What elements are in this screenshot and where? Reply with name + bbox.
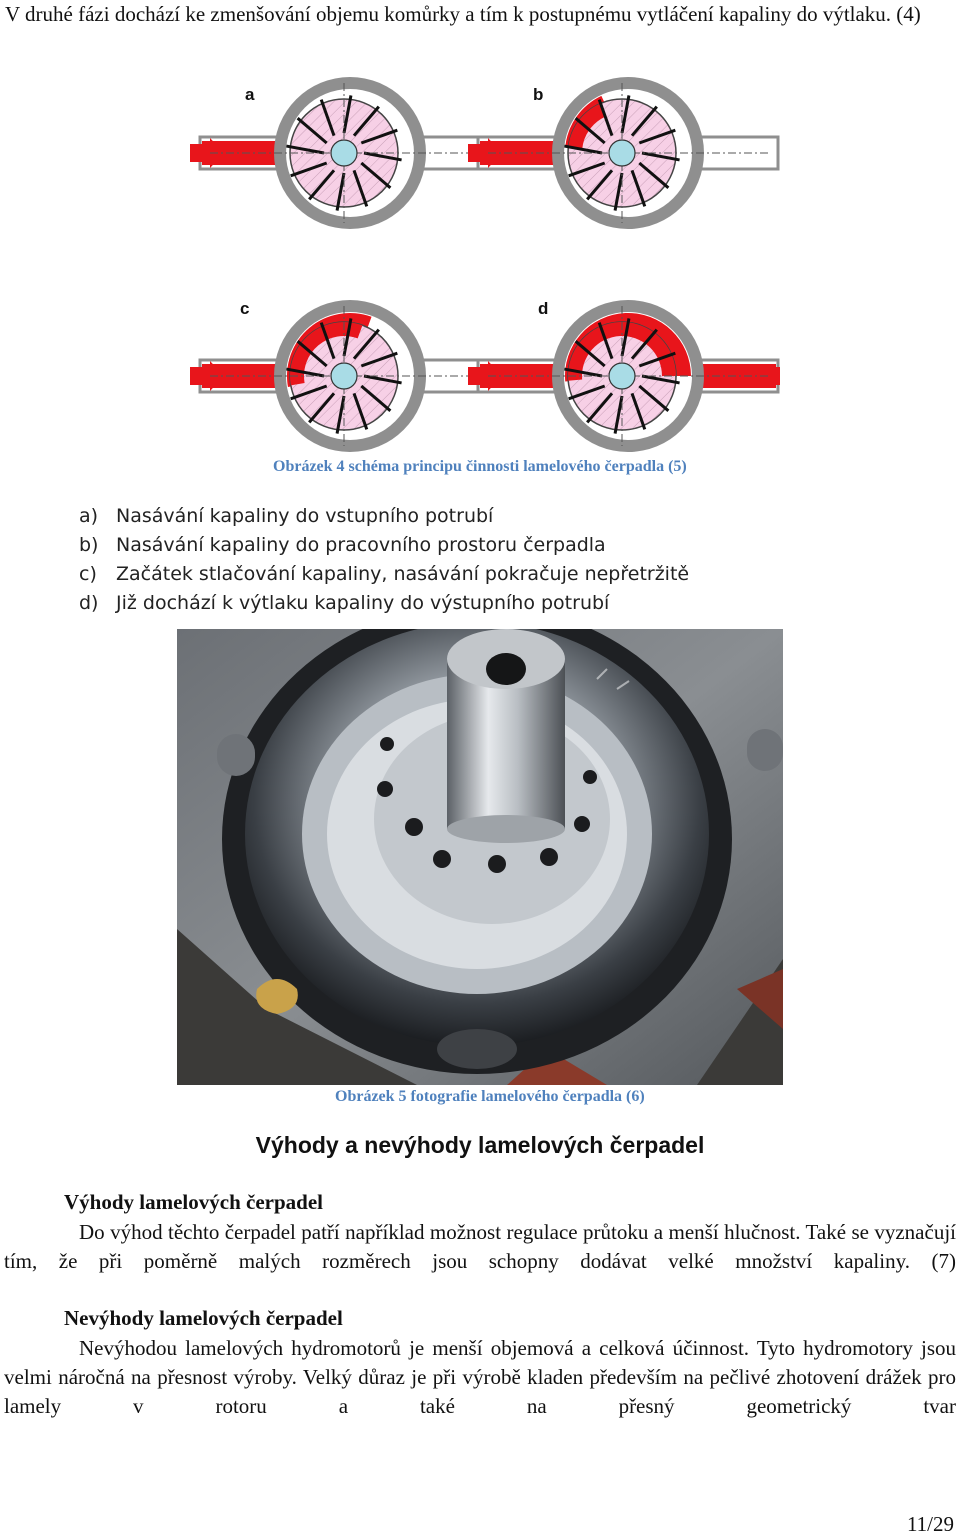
disadvantages-paragraph: Nevýhodou lamelových hydromotorů je menší objemová a celková účinnost. Tyto hydromotory jsou velmi náročná na přesnost výroby. Velký důraz je při výrobě kladen především na pečlivé zhotovení drážek pro lamely v rotoru a také na přesný geometrický tvar — [4, 1336, 956, 1418]
disadvantages-title: Nevýhody lamelových čerpadel — [64, 1306, 343, 1330]
page-number: 11/29 — [906, 1512, 954, 1536]
panel-label-c: c — [240, 299, 250, 318]
advantages-paragraph: Do výhod těchto čerpadel patří například možnost regulace průtoku a menší hlučnost. Také se vyznačují tím, že při poměrně malých rozměrech jsou schopny dodávat velké množství kapaliny. (7) — [4, 1220, 956, 1273]
figure-5-caption: Obrázek 5 fotografie lamelového čerpadla (6) — [335, 1088, 645, 1105]
list-item-label: b) — [79, 534, 99, 556]
list-item-label: d) — [79, 592, 99, 614]
vane-pump-diagram — [190, 60, 780, 455]
list-item-label: c) — [79, 563, 97, 585]
list-item-text: Nasávání kapaliny do vstupního potrubí — [116, 505, 494, 527]
vane-pump-photo — [177, 629, 783, 1085]
list-item-text: Nasávání kapaliny do pracovního prostoru čerpadla — [116, 534, 606, 556]
steps-list — [79, 502, 689, 618]
list-item-text: Začátek stlačování kapaliny, nasávání pokračuje nepřetržitě — [116, 563, 690, 585]
list-item — [79, 502, 689, 531]
panel-label-b: b — [533, 85, 544, 104]
list-item — [79, 560, 689, 589]
intro-paragraph: V druhé fázi dochází ke zmenšování objemu komůrky a tím k postupnému vytláčení kapaliny do výtlaku. (4) — [5, 2, 921, 26]
pump-panel-c — [190, 300, 500, 452]
pump-panel-a — [190, 77, 500, 229]
pump-panel-d — [468, 300, 780, 452]
figure-4-caption: Obrázek 4 schéma principu činnosti lamelového čerpadla (5) — [273, 458, 687, 475]
list-item — [79, 531, 689, 560]
section-heading: Výhody a nevýhody lamelových čerpadel — [255, 1132, 705, 1158]
list-item-text: Již dochází k výtlaku kapaliny do výstupního potrubí — [116, 592, 610, 614]
pump-panel-b — [468, 77, 778, 229]
panel-label-d: d — [538, 299, 549, 318]
panel-label-a: a — [245, 85, 255, 104]
list-item-label: a) — [79, 505, 99, 527]
list-item — [79, 589, 689, 618]
advantages-title: Výhody lamelových čerpadel — [64, 1190, 323, 1214]
